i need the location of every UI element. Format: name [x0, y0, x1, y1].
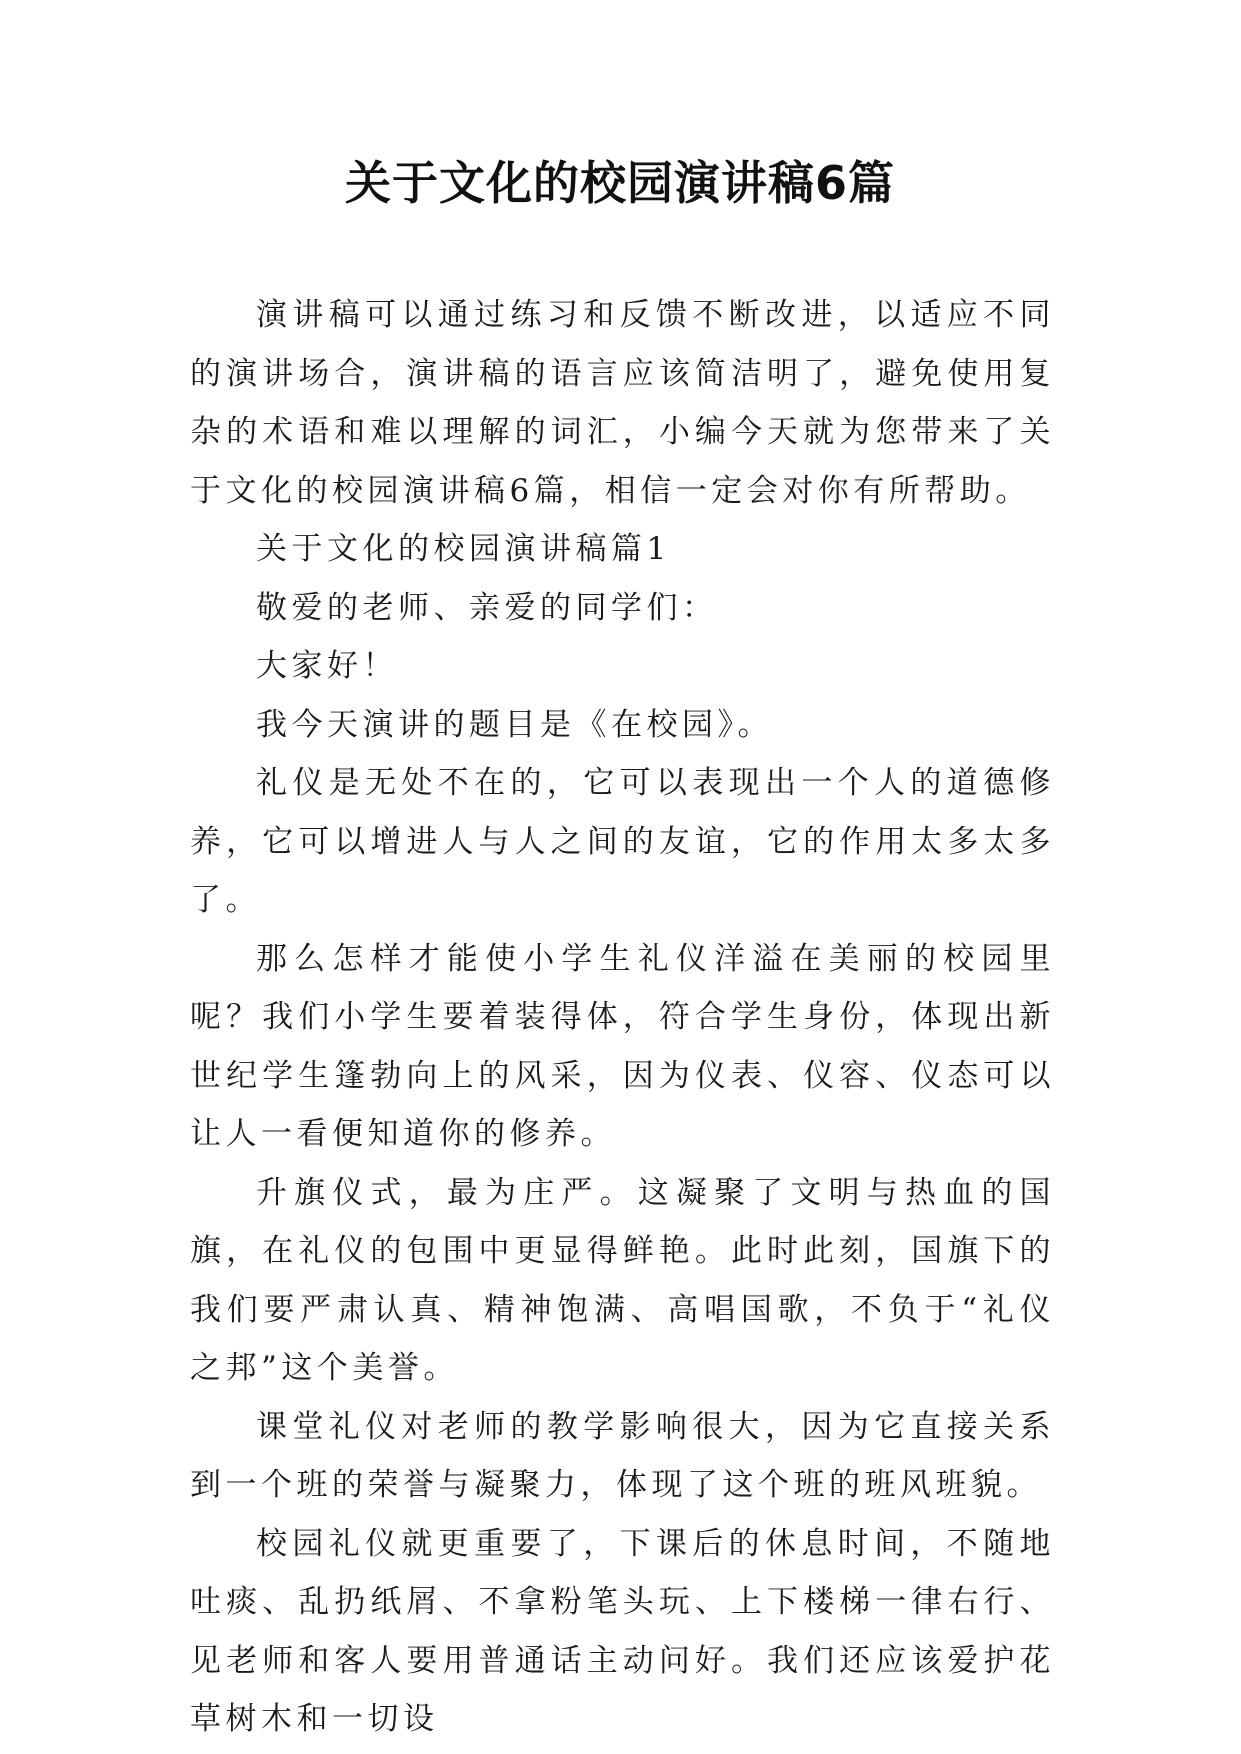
body-paragraph: 升旗仪式，最为庄严。这凝聚了文明与热血的国旗，在礼仪的包围中更显得鲜艳。此时此刻，国旗下的我们要严肃认真、精神饱满、高唱国歌，不负于“礼仪之邦”这个美誉。	[190, 1174, 1055, 1386]
body-paragraph: 课堂礼仪对老师的教学影响很大，因为它直接关系到一个班的荣誉与凝聚力，体现了这个班的班风班貌。	[190, 1408, 1055, 1503]
body-paragraph: 那么怎样才能使小学生礼仪洋溢在美丽的校园里呢？我们小学生要着装得体，符合学生身份，体现出新世纪学生篷勃向上的风采，因为仪表、仪容、仪态可以让人一看便知道你的修养。	[190, 940, 1055, 1152]
speech-topic: 我今天演讲的题目是《在校园》。	[256, 706, 773, 743]
intro-paragraph: 演讲稿可以通过练习和反馈不断改进，以适应不同的演讲场合，演讲稿的语言应该简洁明了，避免使用复杂的术语和难以理解的词汇，小编今天就为您带来了关于文化的校园演讲稿6篇，相信一定会对你有所帮助。	[190, 297, 1055, 509]
document-body	[190, 286, 1055, 1749]
body-paragraph: 校园礼仪就更重要了，下课后的休息时间，不随地吐痰、乱扔纸屑、不拿粉笔头玩、上下楼梯一律右行、见老师和客人要用普通话主动问好。我们还应该爱护花草树木和一切设	[190, 1525, 1055, 1737]
greeting: 大家好！	[256, 648, 398, 684]
document-title: 关于文化的校园演讲稿6篇	[344, 156, 895, 210]
section-heading: 关于文化的校园演讲稿篇1	[256, 531, 671, 567]
body-paragraph: 礼仪是无处不在的，它可以表现出一个人的道德修养，它可以增进人与人之间的友谊，它的作用太多太多了。	[190, 765, 1055, 918]
salutation: 敬爱的老师、亲爱的同学们：	[256, 589, 718, 626]
